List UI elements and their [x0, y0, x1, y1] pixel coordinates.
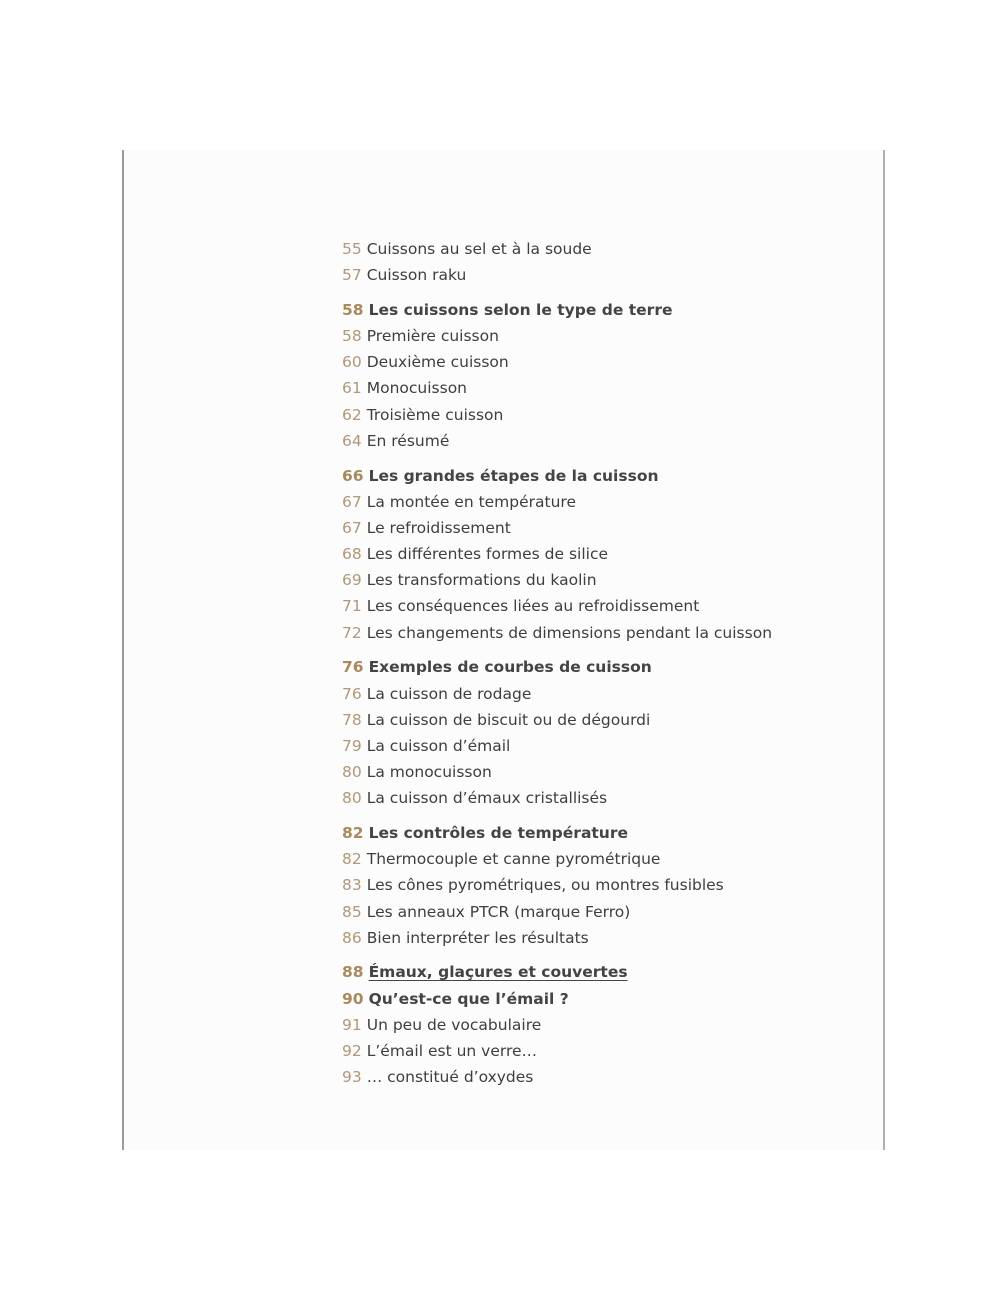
- entry-title: Bien interpréter les résultats: [366, 928, 589, 947]
- page-number: 93: [342, 1068, 362, 1087]
- page-number: 60: [342, 353, 362, 372]
- entry-title: La monocuisson: [366, 763, 492, 782]
- toc-heading: [342, 986, 862, 1012]
- entry-title: Les cônes pyrométriques, ou montres fusibles: [366, 876, 724, 895]
- toc-entry: [342, 236, 862, 262]
- entry-title: Exemples de courbes de cuisson: [368, 658, 652, 677]
- toc-entry: [342, 515, 862, 541]
- toc-entry: [342, 402, 862, 428]
- entry-title: Qu’est-ce que l’émail ?: [368, 989, 569, 1008]
- toc-entry: [342, 733, 862, 759]
- entry-title: Thermocouple et canne pyrométrique: [366, 850, 661, 869]
- toc-entry: [342, 323, 862, 349]
- entry-title: Émaux, glaçures et couvertes: [368, 963, 628, 982]
- entry-title: Les contrôles de température: [368, 823, 628, 842]
- page-number: 76: [342, 684, 362, 703]
- entry-title: Les cuissons selon le type de terre: [368, 300, 673, 319]
- page-number: 80: [342, 789, 362, 808]
- toc-entry: [342, 759, 862, 785]
- toc-entry: [342, 1064, 862, 1090]
- toc-heading: [342, 463, 862, 489]
- page-number: 62: [342, 405, 362, 424]
- toc-entry: [342, 541, 862, 567]
- entry-title: Première cuisson: [366, 327, 499, 346]
- page-number: 91: [342, 1015, 362, 1034]
- page-number: 57: [342, 266, 362, 285]
- page-number: 69: [342, 571, 362, 590]
- page-number: 67: [342, 518, 362, 537]
- page-number: 76: [342, 658, 364, 677]
- page-number: 79: [342, 736, 362, 755]
- entry-title: La cuisson de rodage: [366, 684, 532, 703]
- toc-entry: [342, 1012, 862, 1038]
- page-number: 85: [342, 902, 362, 921]
- toc-entry: [342, 262, 862, 288]
- toc-entry: [342, 899, 862, 925]
- page-number: 82: [342, 823, 364, 842]
- toc-heading: [342, 820, 862, 846]
- toc-entry: [342, 567, 862, 593]
- toc-entry: [342, 785, 862, 811]
- toc-entry: [342, 872, 862, 898]
- entry-title: La montée en température: [366, 492, 576, 511]
- page-number: 80: [342, 763, 362, 782]
- page-number: 82: [342, 850, 362, 869]
- toc-entry: [342, 428, 862, 454]
- toc-entry: [342, 489, 862, 515]
- page-number: 58: [342, 300, 364, 319]
- page-number: 88: [342, 963, 364, 982]
- page-number: 68: [342, 545, 362, 564]
- entry-title: Un peu de vocabulaire: [366, 1015, 542, 1034]
- entry-title: La cuisson d’émaux cristallisés: [366, 789, 608, 808]
- toc-entry: [342, 846, 862, 872]
- entry-title: Deuxième cuisson: [366, 353, 509, 372]
- toc-entry: [342, 707, 862, 733]
- entry-title: La cuisson de biscuit ou de dégourdi: [366, 710, 651, 729]
- page-number: 83: [342, 876, 362, 895]
- toc-entry: [342, 593, 862, 619]
- page-number: 72: [342, 623, 362, 642]
- toc-entry: [342, 349, 862, 375]
- entry-title: … constitué d’oxydes: [366, 1068, 534, 1087]
- toc-entry: [342, 1038, 862, 1064]
- table-of-contents: [342, 236, 862, 1090]
- page-number: 64: [342, 431, 362, 450]
- entry-title: En résumé: [366, 431, 450, 450]
- page-number: 86: [342, 928, 362, 947]
- entry-title: Les grandes étapes de la cuisson: [368, 466, 659, 485]
- page-number: 66: [342, 466, 364, 485]
- toc-heading: [342, 297, 862, 323]
- toc-heading: [342, 654, 862, 680]
- entry-title: Le refroidissement: [366, 518, 511, 537]
- page-number: 78: [342, 710, 362, 729]
- entry-title: Les différentes formes de silice: [366, 545, 609, 564]
- toc-entry: [342, 925, 862, 951]
- page-number: 71: [342, 597, 362, 616]
- toc-entry: [342, 620, 862, 646]
- toc-entry: [342, 375, 862, 401]
- toc-entry: [342, 681, 862, 707]
- page-number: 90: [342, 989, 364, 1008]
- page-number: 67: [342, 492, 362, 511]
- entry-title: La cuisson d’émail: [366, 736, 511, 755]
- entry-title: Monocuisson: [366, 379, 468, 398]
- entry-title: Cuisson raku: [366, 266, 467, 285]
- entry-title: Les conséquences liées au refroidissement: [366, 597, 700, 616]
- toc-heading: [342, 959, 862, 985]
- entry-title: Les anneaux PTCR (marque Ferro): [366, 902, 631, 921]
- entry-title: Cuissons au sel et à la soude: [366, 240, 592, 258]
- page-number: 61: [342, 379, 362, 398]
- page-number: 58: [342, 327, 362, 346]
- page-number: 55: [342, 240, 362, 258]
- entry-title: L’émail est un verre…: [366, 1041, 538, 1060]
- entry-title: Les changements de dimensions pendant la cuisson: [366, 623, 773, 642]
- page-number: 92: [342, 1041, 362, 1060]
- entry-title: Troisième cuisson: [366, 405, 504, 424]
- entry-title: Les transformations du kaolin: [366, 571, 597, 590]
